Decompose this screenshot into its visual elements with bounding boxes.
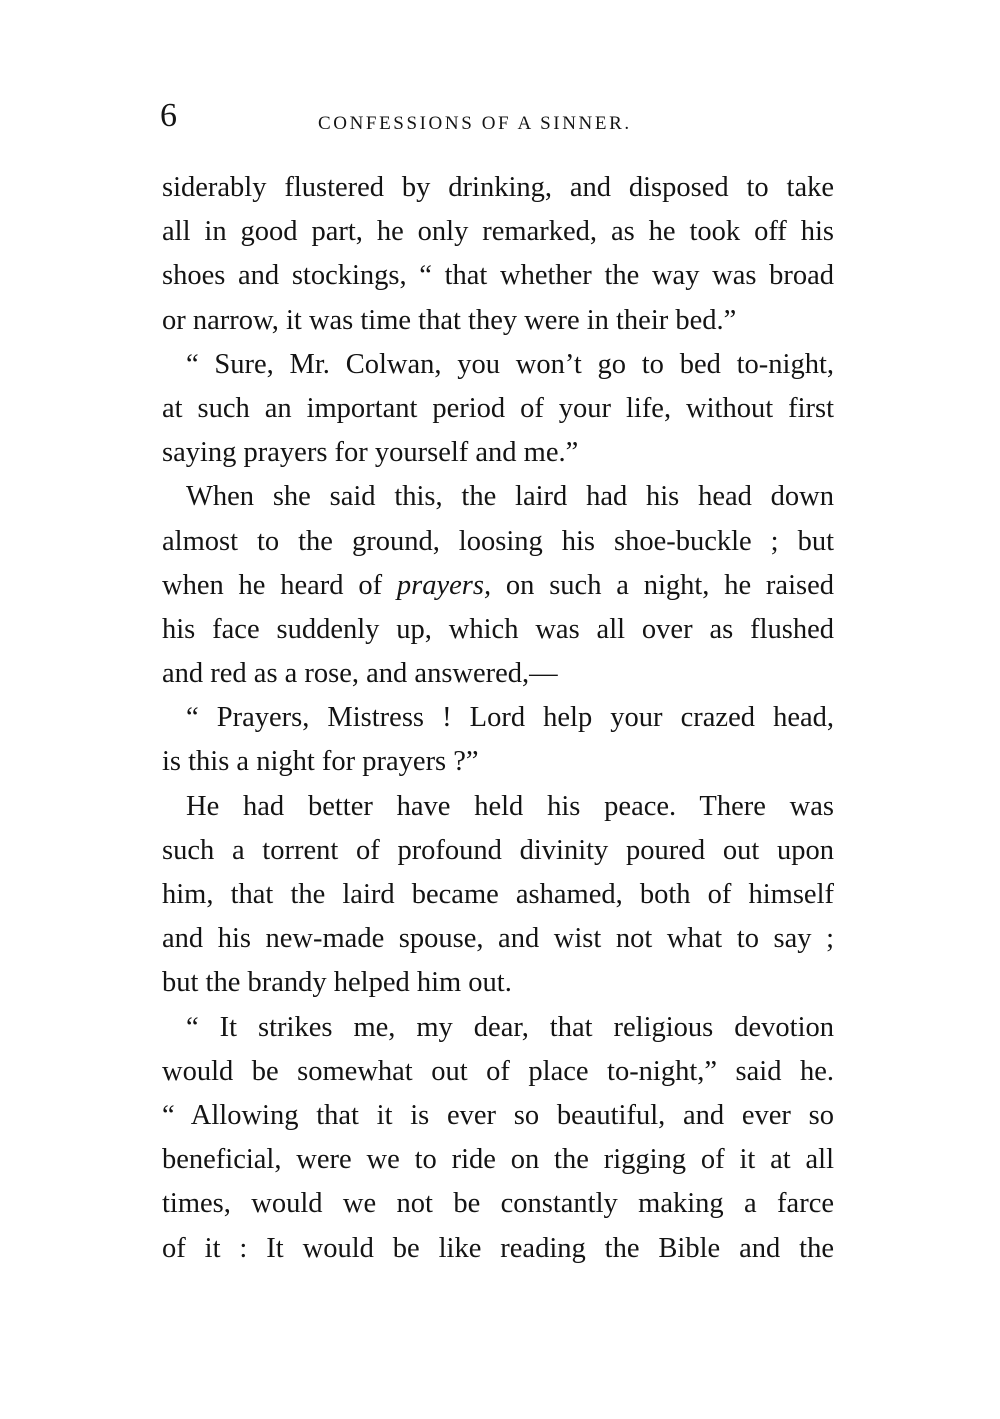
text-line: but the brandy helped him out. (162, 967, 512, 999)
text-line: “ Sure, Mr. Colwan, you won’t go to bed to-night, (186, 348, 834, 380)
text-line: almost to the ground, loosing his shoe-buckle ; but (162, 525, 834, 557)
text-line: times, would we not be constantly making a farce (162, 1188, 834, 1220)
text-line: He had better have held his peace. There was (186, 790, 834, 822)
text-line: or narrow, it was time that they were in their bed.” (162, 304, 737, 336)
line-text-before: when he heard of (162, 569, 397, 601)
text-line: “ Prayers, Mistress ! Lord help your crazed head, (186, 702, 834, 734)
text-line: would be somewhat out of place to-night,” said he. (162, 1055, 834, 1087)
text-line: shoes and stockings, “ that whether the way was broad (162, 260, 834, 292)
text-line: beneficial, were we to ride on the rigging of it at all (162, 1144, 834, 1176)
text-line: “ Allowing that it is ever so beautiful, and ever so (162, 1099, 834, 1131)
text-line: him, that the laird became ashamed, both of himself (162, 879, 834, 910)
text-line: all in good part, he only remarked, as he took off his (162, 216, 834, 248)
text-line: his face suddenly up, which was all over as flushed (162, 613, 834, 645)
text-line-with-emphasis (162, 564, 834, 608)
text-line: at such an important period of your life, without first (162, 392, 834, 424)
body-text (162, 166, 834, 1271)
text-line: When she said this, the laird had his head down (186, 481, 834, 513)
page-number: 6 (160, 97, 177, 134)
line-text-after: on such a night, he raised (491, 569, 834, 601)
emphasized-word: prayers, (396, 569, 492, 601)
text-line: is this a night for prayers ?” (162, 746, 479, 778)
text-line: such a torrent of profound divinity poured out upon (162, 834, 834, 866)
text-line: and his new-made spouse, and wist not what to say ; (162, 923, 834, 955)
text-line: “ It strikes me, my dear, that religious devotion (186, 1011, 834, 1043)
text-line: of it : It would be like reading the Bible and the (162, 1232, 834, 1264)
running-title: CONFESSIONS OF A SINNER. (318, 113, 632, 134)
text-line: and red as a rose, and answered,— (162, 658, 558, 690)
text-line: saying prayers for yourself and me.” (162, 437, 579, 469)
text-line: siderably flustered by drinking, and disposed to take (162, 172, 834, 203)
